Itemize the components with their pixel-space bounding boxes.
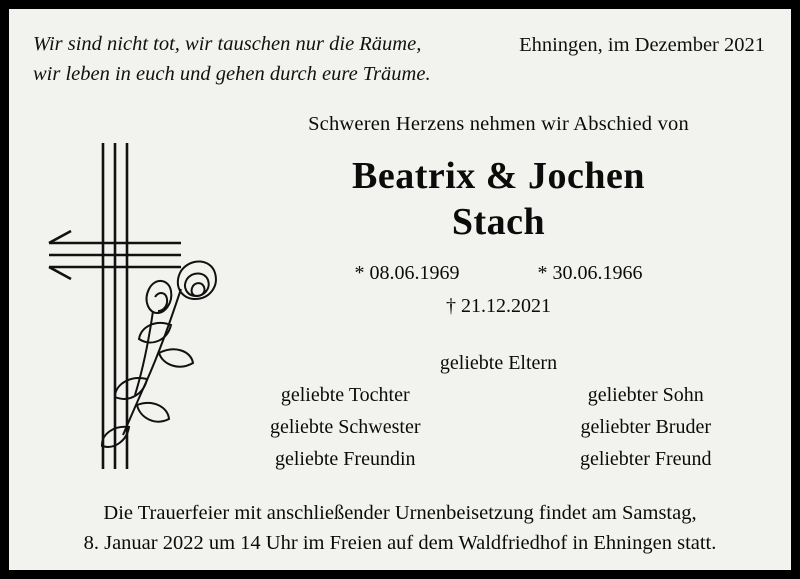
role-item: geliebte Schwester	[270, 416, 421, 438]
notice-paper	[9, 9, 791, 570]
verse-line-2: wir leben in euch und gehen durch eure Träume.	[33, 63, 431, 85]
birth-dates-row	[224, 262, 773, 285]
birth-date-left: * 08.06.1969	[354, 262, 460, 284]
farewell-line: Schweren Herzens nehmen wir Abschied von	[308, 113, 689, 135]
role-item: geliebter Sohn	[587, 384, 704, 406]
place-date: Ehningen, im Dezember 2021	[519, 34, 765, 56]
main-text-column	[224, 113, 773, 471]
name-line-2: Stach	[451, 201, 546, 243]
roles-grid	[224, 384, 773, 471]
verse-block	[33, 29, 431, 89]
birth-date-right: * 30.06.1966	[537, 262, 643, 284]
relationship-roles	[224, 352, 773, 471]
ceremony-details	[9, 498, 791, 558]
top-row	[9, 29, 791, 91]
role-item: geliebte Tochter	[280, 384, 410, 406]
deceased-names	[224, 153, 773, 245]
role-item: geliebte Freundin	[274, 448, 416, 470]
ceremony-line-1: Die Trauerfeier mit anschließender Urnenbeisetzung findet am Samstag,	[103, 502, 697, 524]
verse-line-1: Wir sind nicht tot, wir tauschen nur die Räume,	[33, 33, 422, 55]
role-item: geliebter Bruder	[580, 416, 711, 438]
role-item: geliebter Freund	[579, 448, 712, 470]
life-dates	[224, 262, 773, 318]
ceremony-line-2: 8. Januar 2022 um 14 Uhr im Freien auf dem Waldfriedhof in Ehningen statt.	[83, 532, 717, 554]
death-date: † 21.12.2021	[446, 295, 551, 317]
name-line-1: Beatrix & Jochen	[352, 155, 645, 197]
role-parents: geliebte Eltern	[439, 352, 558, 374]
